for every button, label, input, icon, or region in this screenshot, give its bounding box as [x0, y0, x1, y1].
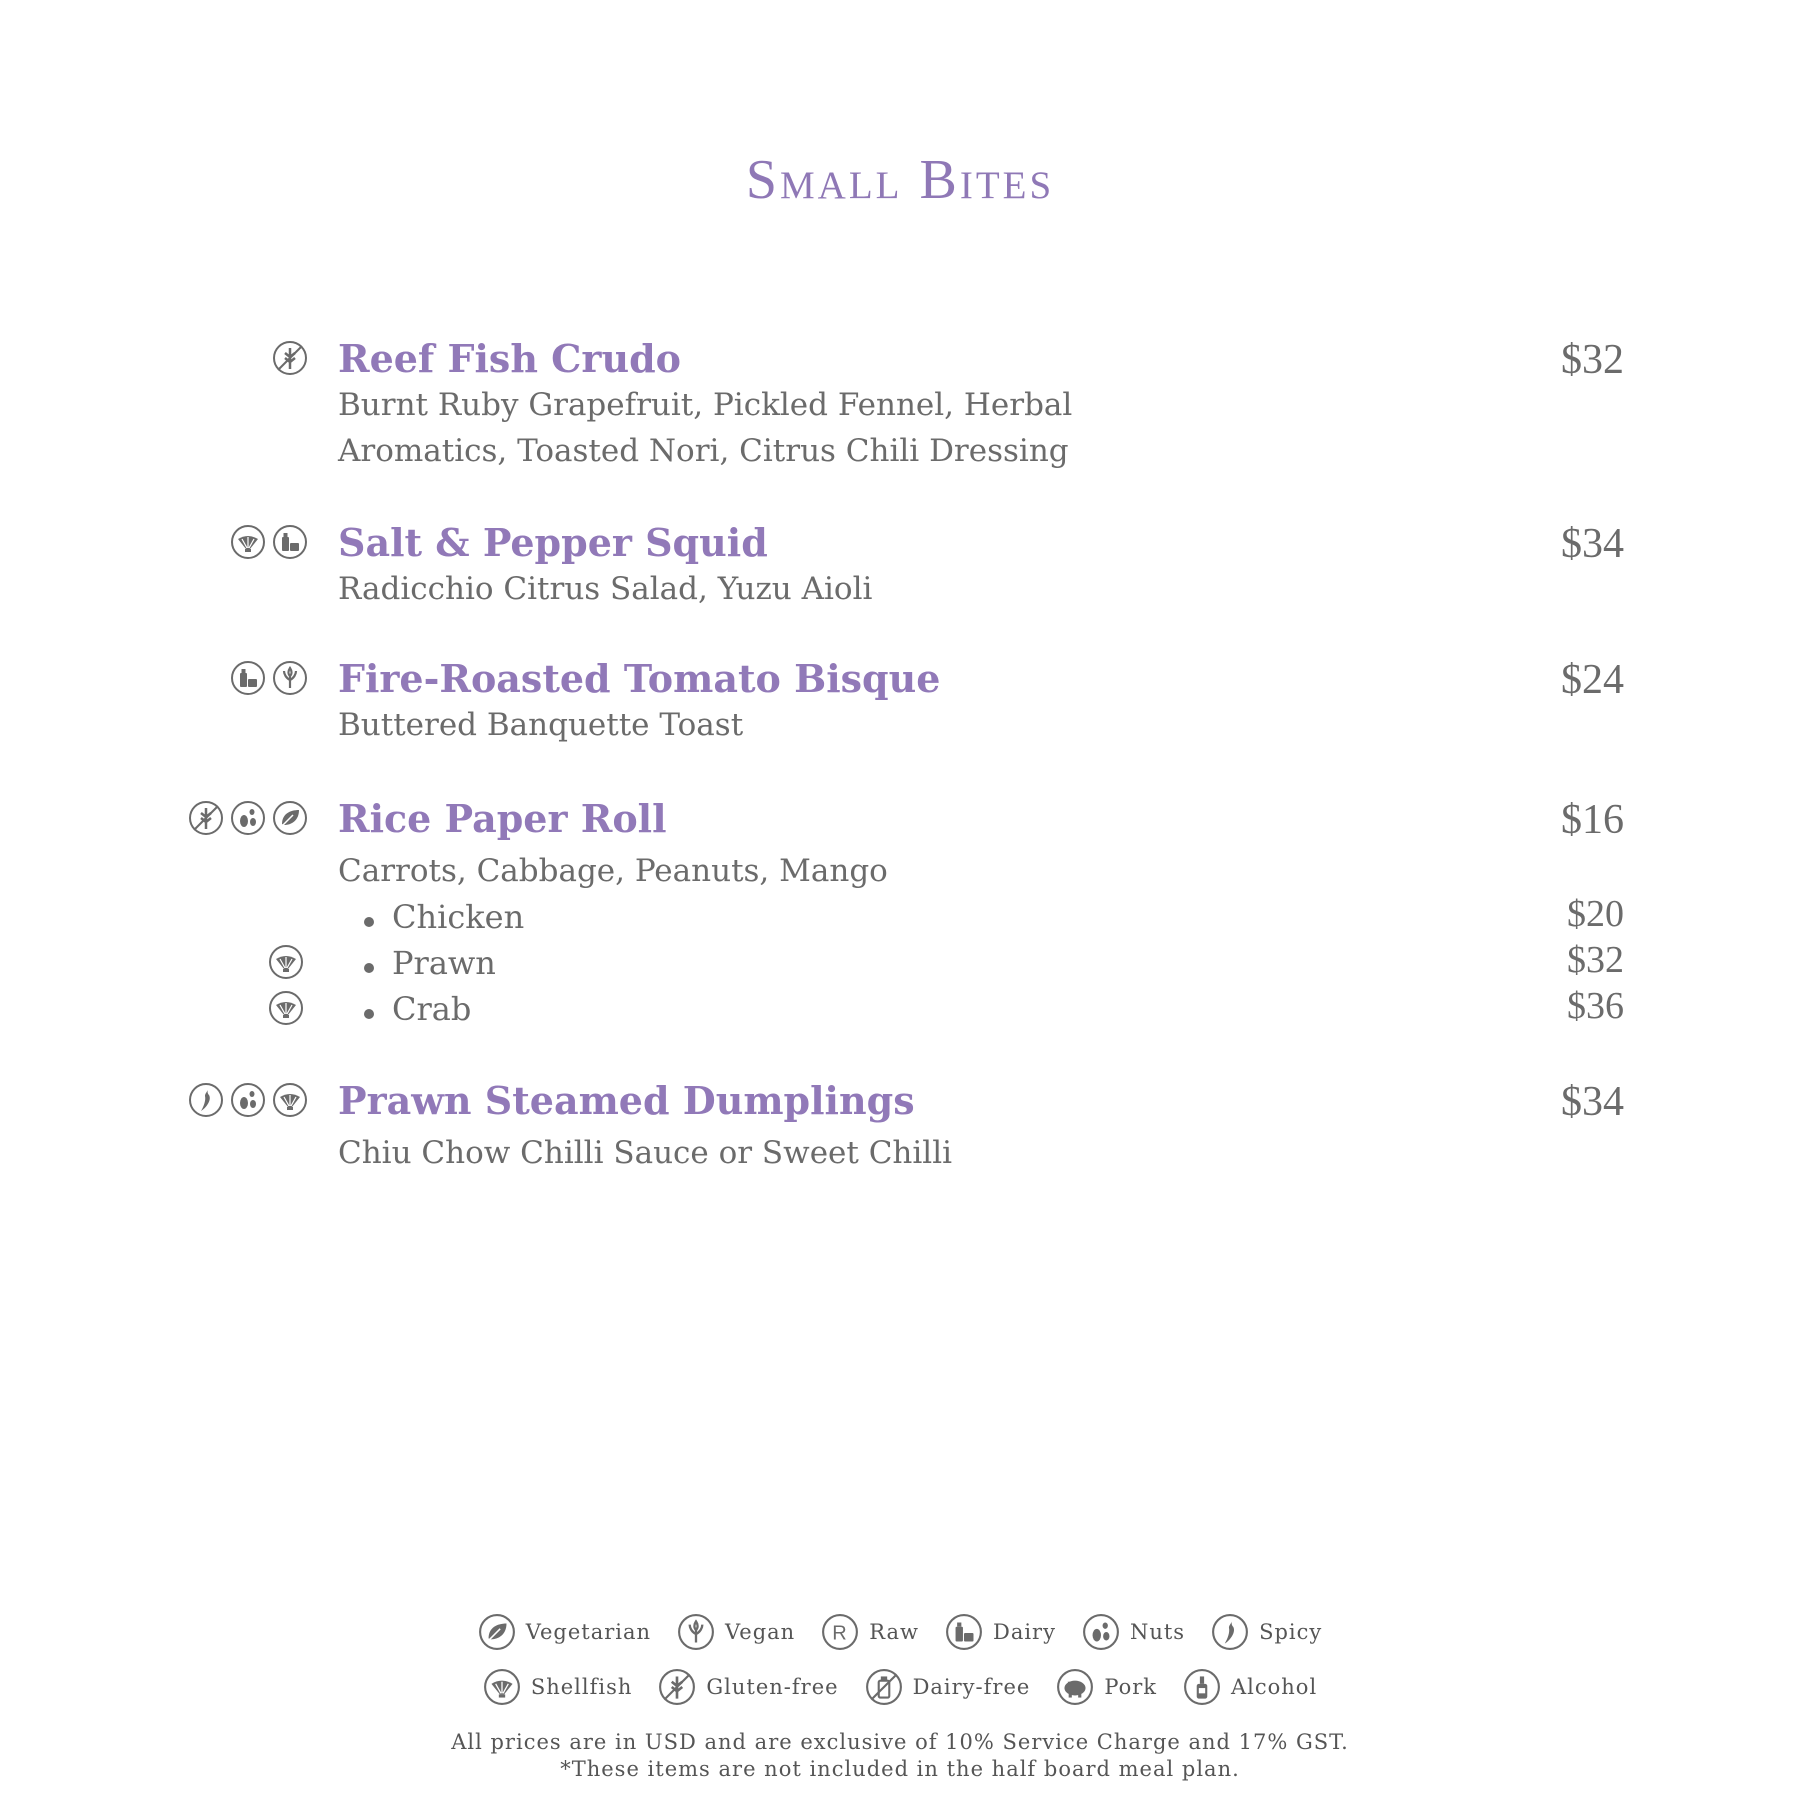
shellfish-icon	[268, 944, 304, 980]
option-icon	[268, 990, 304, 1030]
option-row	[0, 893, 1800, 944]
description-line: Carrots, Cabbage, Peanuts, Mango	[338, 853, 888, 889]
item-name: Prawn Steamed Dumplings	[338, 1078, 915, 1123]
description-line: Aromatics, Toasted Nori, Citrus Chili Dressing	[338, 433, 1069, 469]
gluten-free-icon	[658, 1668, 696, 1706]
item-description	[338, 848, 888, 894]
legend-row-1	[0, 1613, 1800, 1651]
legend-item	[483, 1668, 633, 1706]
spicy-icon	[188, 1082, 224, 1118]
dietary-icons	[230, 660, 308, 696]
legend-label: Spicy	[1259, 1620, 1323, 1644]
dairy-icon	[272, 524, 308, 560]
legend-label: Alcohol	[1231, 1675, 1318, 1699]
option-icon	[268, 944, 304, 984]
legend-label: Dairy	[992, 1620, 1056, 1644]
item-description	[338, 1130, 952, 1176]
dietary-icons	[188, 1082, 308, 1118]
vegetarian-icon	[478, 1613, 516, 1651]
item-price: $34	[1561, 1079, 1624, 1125]
option-price: $20	[1567, 893, 1624, 935]
option-label: Prawn	[392, 944, 496, 982]
nuts-icon	[1082, 1613, 1120, 1651]
alcohol-icon	[1183, 1668, 1221, 1706]
dairy-icon	[230, 660, 266, 696]
dairy-free-icon	[865, 1668, 903, 1706]
item-description	[338, 702, 743, 748]
option-label: Chicken	[392, 898, 525, 936]
description-line: Buttered Banquette Toast	[338, 707, 744, 743]
nuts-icon	[230, 800, 266, 836]
shellfish-icon	[268, 990, 304, 1026]
item-name: Rice Paper Roll	[338, 796, 667, 841]
pork-icon	[1056, 1668, 1094, 1706]
legend-label: Dairy-free	[912, 1675, 1031, 1699]
item-name: Reef Fish Crudo	[338, 336, 681, 381]
vegan-icon	[677, 1613, 715, 1651]
item-name: Fire-Roasted Tomato Bisque	[338, 656, 941, 701]
gluten-free-icon	[272, 340, 308, 376]
legend-row-2	[0, 1668, 1800, 1706]
legend-label: Vegetarian	[525, 1620, 652, 1644]
legend-item	[865, 1668, 1031, 1706]
section-title: Small Bites	[745, 149, 1055, 211]
spicy-icon	[1211, 1613, 1249, 1651]
item-price: $32	[1561, 337, 1624, 383]
legend-item	[945, 1613, 1056, 1651]
raw-icon	[821, 1613, 859, 1651]
legend-item	[821, 1613, 919, 1651]
legend-label: Vegan	[725, 1620, 796, 1644]
nuts-icon	[230, 1082, 266, 1118]
footer-note: All prices are in USD and are exclusive of 10% Service Charge and 17% GST.	[451, 1730, 1349, 1754]
legend-label: Nuts	[1129, 1620, 1186, 1644]
item-price: $34	[1561, 521, 1624, 567]
option-label: Crab	[392, 990, 472, 1028]
svg-text:R: R	[832, 1622, 848, 1645]
vegan-icon	[272, 660, 308, 696]
dairy-icon	[945, 1613, 983, 1651]
dietary-icons	[188, 800, 308, 836]
legend-item	[1082, 1613, 1185, 1651]
legend-label: Shellfish	[530, 1675, 633, 1699]
legend-label: Pork	[1104, 1675, 1157, 1699]
item-price: $24	[1561, 657, 1624, 703]
legend-label: Gluten-free	[706, 1675, 839, 1699]
dietary-icons	[272, 340, 308, 376]
item-name: Salt & Pepper Squid	[338, 520, 768, 565]
item-description	[338, 566, 872, 612]
item-description	[338, 382, 1072, 474]
shellfish-icon	[230, 524, 266, 560]
legend-item	[1211, 1613, 1322, 1651]
option-row	[0, 985, 1800, 1036]
vegetarian-icon	[272, 800, 308, 836]
option-row	[0, 939, 1800, 990]
legend-item	[1183, 1668, 1317, 1706]
option-price: $36	[1567, 985, 1624, 1027]
shellfish-icon	[272, 1082, 308, 1118]
legend-label: Raw	[869, 1620, 919, 1644]
shellfish-icon	[483, 1668, 521, 1706]
legend-item	[478, 1613, 651, 1651]
description-line: Burnt Ruby Grapefruit, Pickled Fennel, Herbal	[338, 387, 1073, 423]
legend-item	[677, 1613, 795, 1651]
description-line: Chiu Chow Chilli Sauce or Sweet Chilli	[338, 1135, 953, 1171]
description-line: Radicchio Citrus Salad, Yuzu Aioli	[338, 571, 873, 607]
footer-note-asterisk: *These items are not included in the half board meal plan.	[560, 1757, 1240, 1781]
option-price: $32	[1567, 939, 1624, 981]
item-price: $16	[1561, 797, 1624, 843]
legend-item	[658, 1668, 838, 1706]
legend-item	[1056, 1668, 1157, 1706]
gluten-free-icon	[188, 800, 224, 836]
dietary-icons	[230, 524, 308, 560]
